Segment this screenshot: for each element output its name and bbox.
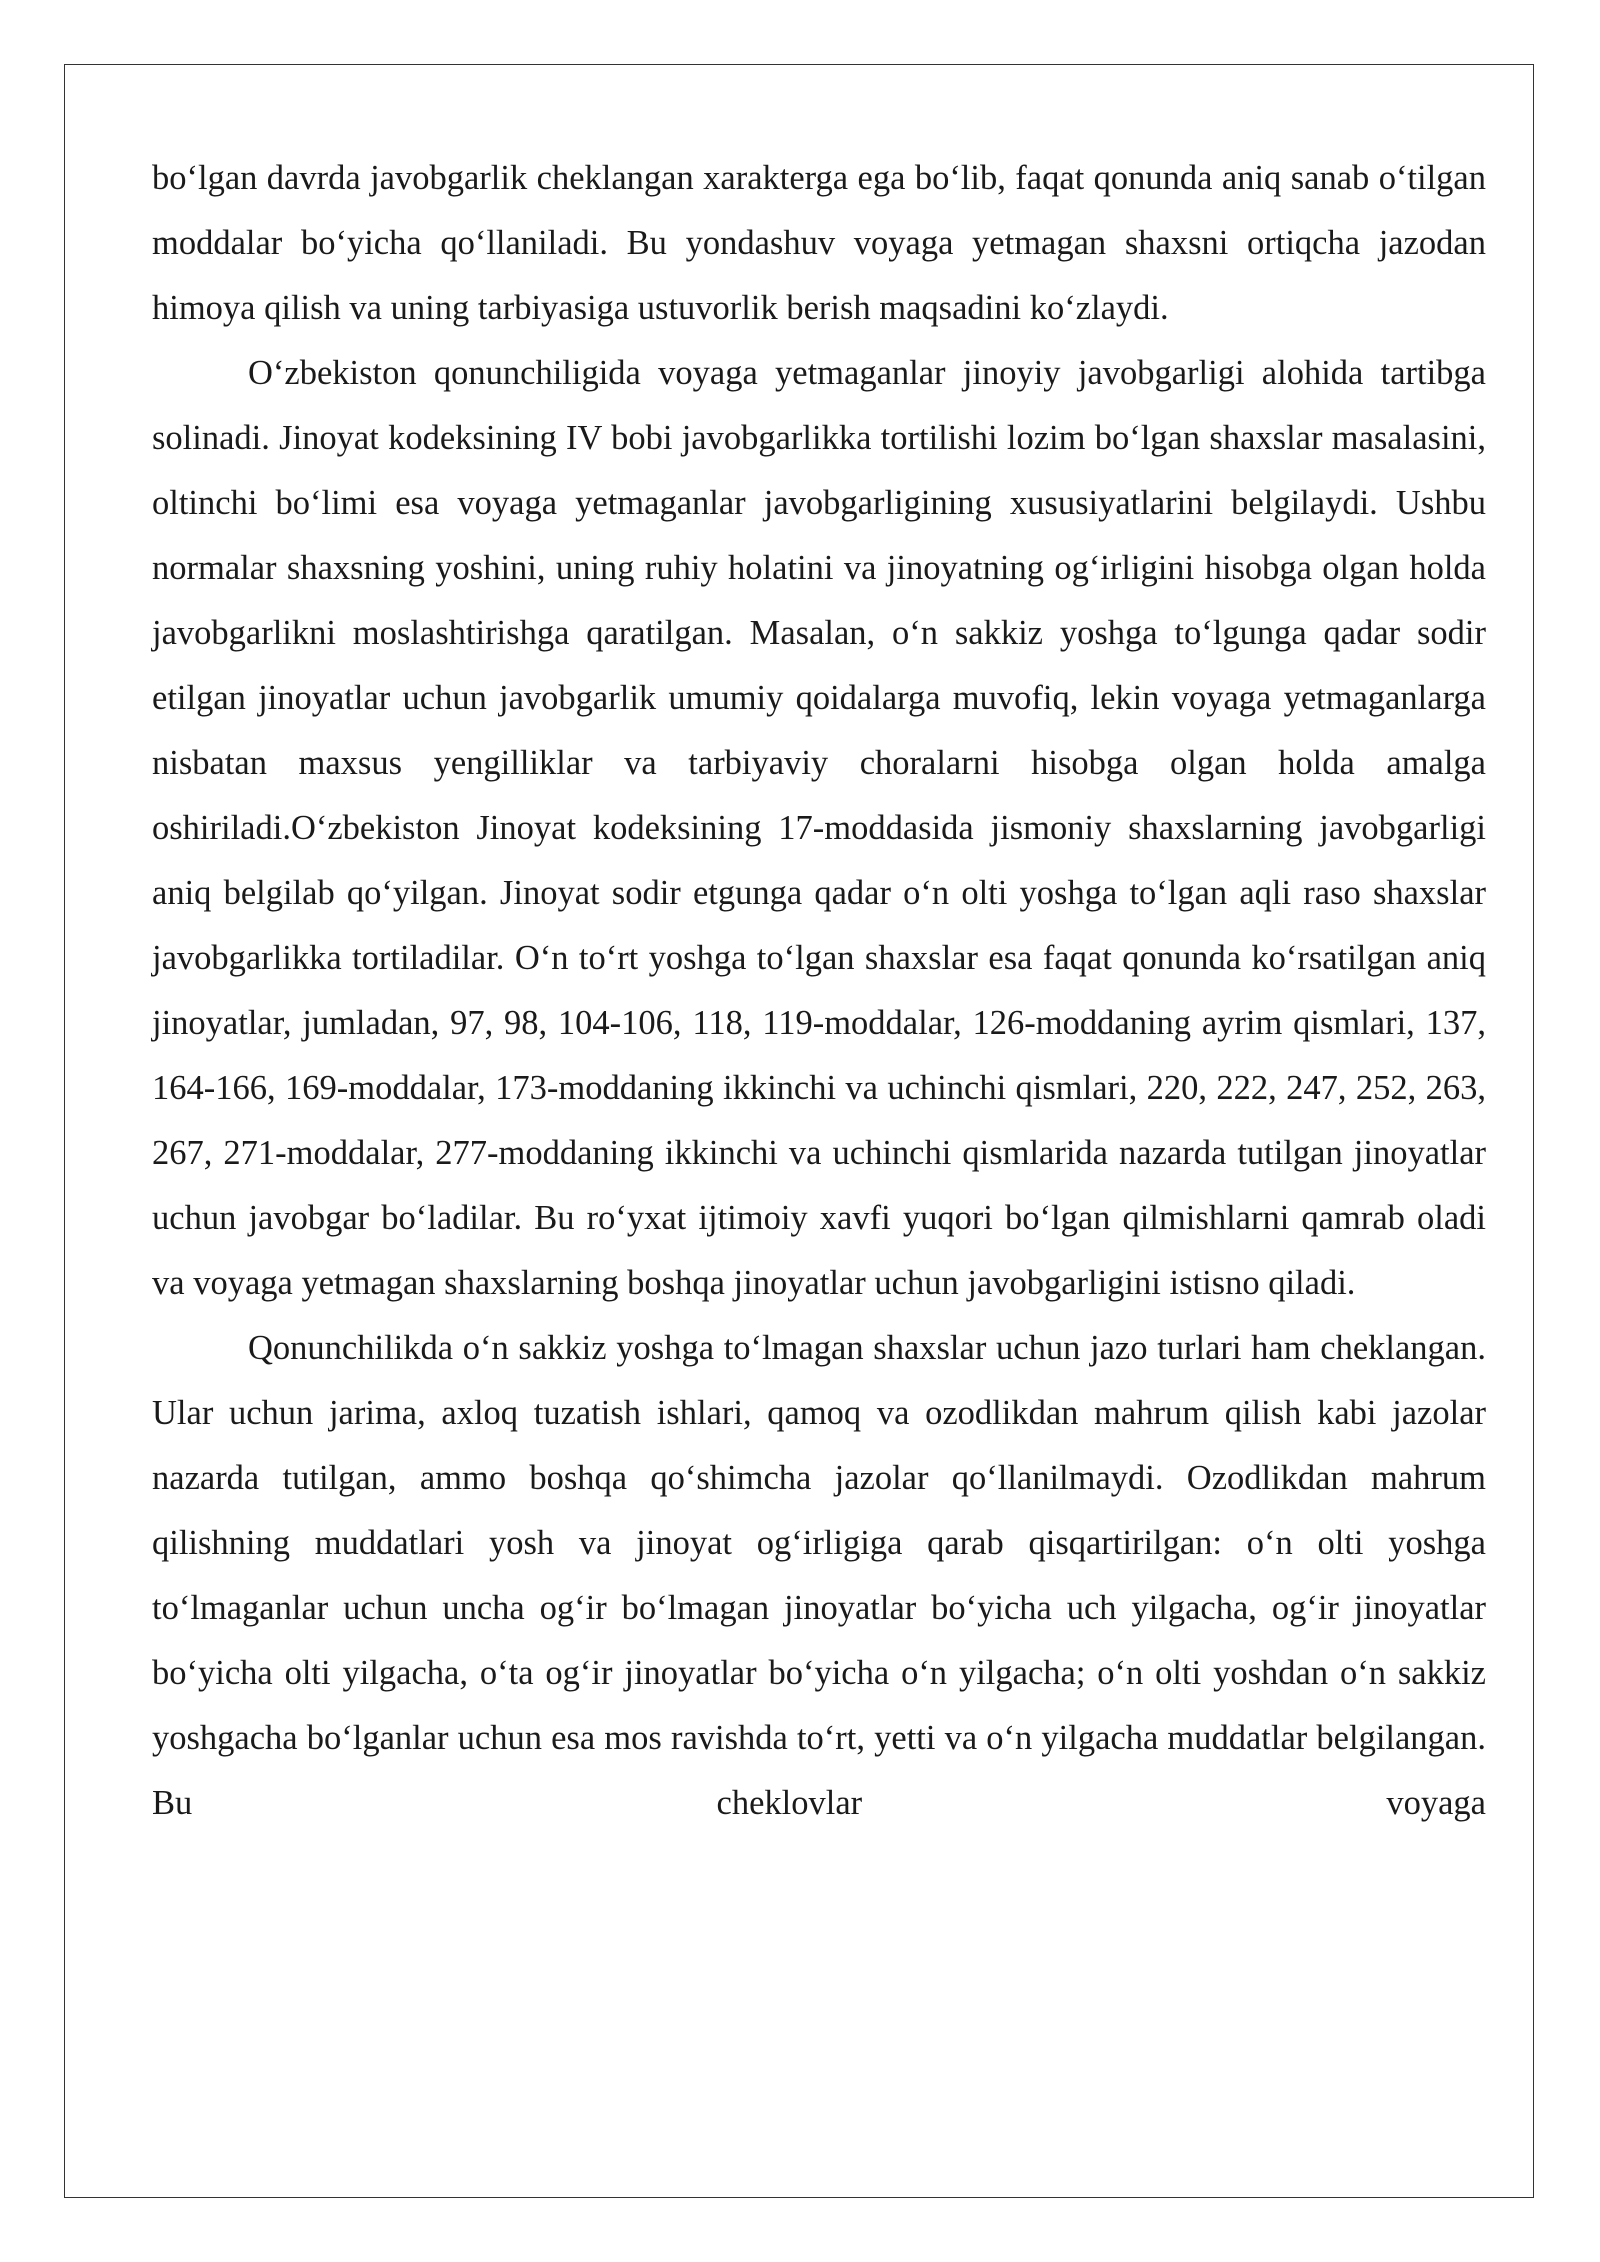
document-body <box>152 146 1486 1836</box>
paragraph-2: O‘zbekiston qonunchiligida voyaga yetmaganlar jinoyiy javobgarligi alohida tartibga solinadi. Jinoyat kodeksining IV bobi javobgarlikka tortilishi lozim bo‘lgan shaxslar masalasini, oltinchi bo‘limi esa voyaga yetmaganlar javobgarligining xususiyatlarini belgilaydi. Ushbu normalar shaxsning yoshini, uning ruhiy holatini va jinoyatning og‘irligini hisobga olgan holda javobgarlikni moslashtirishga qaratilgan. Masalan, o‘n sakkiz yoshga to‘lgunga qadar sodir etilgan jinoyatlar uchun javobgarlik umumiy qoidalarga muvofiq, lekin voyaga yetmaganlarga nisbatan maxsus yengilliklar va tarbiyaviy choralarni hisobga olgan holda amalga oshiriladi.O‘zbekiston Jinoyat kodeksining 17-moddasida jismoniy shaxslarning javobgarligi aniq belgilab qo‘yilgan. Jinoyat sodir etgunga qadar o‘n olti yoshga to‘lgan aqli raso shaxslar javobgarlikka tortiladilar. O‘n to‘rt yoshga to‘lgan shaxslar esa faqat qonunda ko‘rsatilgan aniq jinoyatlar, jumladan, 97, 98, 104-106, 118, 119-moddalar, 126-moddaning ayrim qismlari, 137, 164-166, 169-moddalar, 173-moddaning ikkinchi va uchinchi qismlari, 220, 222, 247, 252, 263, 267, 271-moddalar, 277-moddaning ikkinchi va uchinchi qismlarida nazarda tutilgan jinoyatlar uchun javobgar bo‘ladilar. Bu ro‘yxat ijtimoiy xavfi yuqori bo‘lgan qilmishlarni qamrab oladi va voyaga yetmagan shaxslarning boshqa jinoyatlar uchun javobgarligini istisno qiladi. <box>152 354 1486 1302</box>
paragraph-1: bo‘lgan davrda javobgarlik cheklangan xarakterga ega bo‘lib, faqat qonunda aniq sanab o‘tilgan moddalar bo‘yicha qo‘llaniladi. Bu yondashuv voyaga yetmagan shaxsni ortiqcha jazodan himoya qilish va uning tarbiyasiga ustuvorlik berish maqsadini ko‘zlaydi. <box>152 159 1486 327</box>
paragraph-3: Qonunchilikda o‘n sakkiz yoshga to‘lmagan shaxslar uchun jazo turlari ham cheklangan. Ular uchun jarima, axloq tuzatish ishlari, qamoq va ozodlikdan mahrum qilish kabi jazolar nazarda tutilgan, ammo boshqa qo‘shimcha jazolar qo‘llanilmaydi. Ozodlikdan mahrum qilishning muddatlari yosh va jinoyat og‘irligiga qarab qisqartirilgan: o‘n olti yoshga to‘lmaganlar uchun uncha og‘ir bo‘lmagan jinoyatlar bo‘yicha uch yilgacha, og‘ir jinoyatlar bo‘yicha olti yilgacha, o‘ta og‘ir jinoyatlar bo‘yicha o‘n yilgacha; o‘n olti yoshdan o‘n sakkiz yoshgacha bo‘lganlar uchun esa mos ravishda to‘rt, yetti va o‘n yilgacha muddatlar belgilangan. Bu cheklovlar voyaga <box>152 1329 1486 1822</box>
